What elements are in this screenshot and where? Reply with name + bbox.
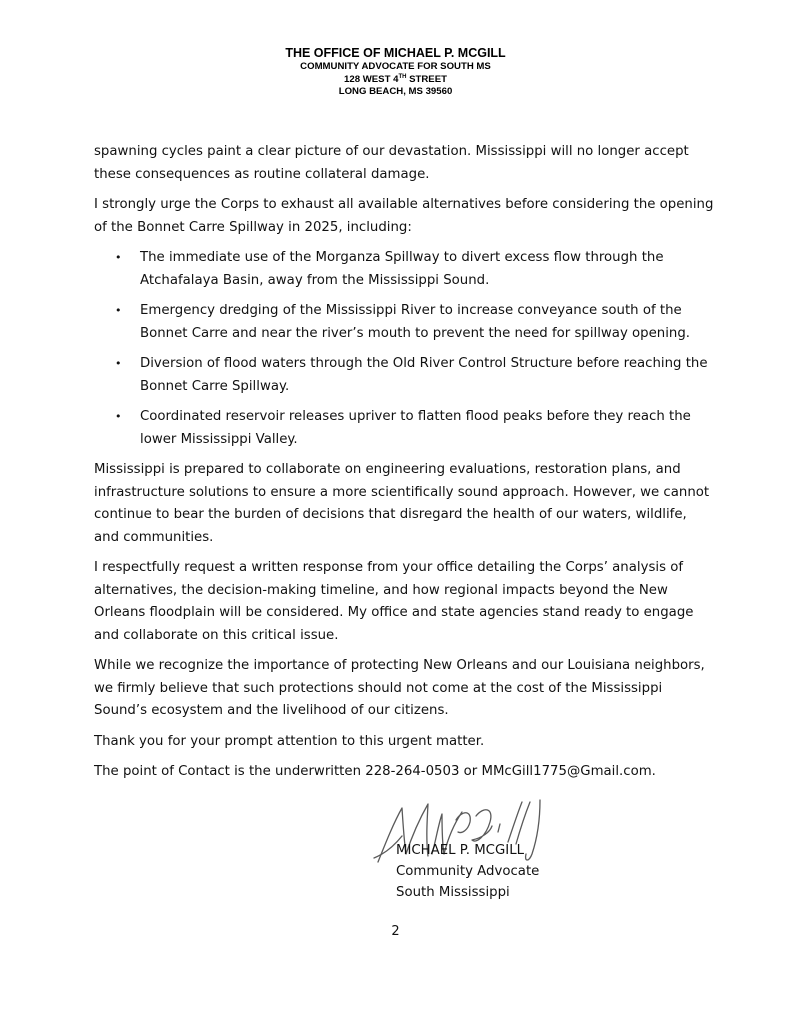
- paragraph-7-contact: The point of Contact is the underwritten 228-264-0503 or MMcGill1775@Gmail.com.: [94, 764, 656, 779]
- list-item-text: Diversion of flood waters through the Old River Control Structure before reaching the Bonnet Carre Spillway.: [140, 356, 708, 394]
- alternatives-list: [94, 247, 714, 451]
- paragraph-6: Thank you for your prompt attention to this urgent matter.: [94, 733, 485, 749]
- list-item: [94, 406, 714, 451]
- list-item: [94, 300, 714, 345]
- list-item: [94, 247, 714, 292]
- signature-block: [396, 840, 539, 903]
- paragraph-4: I respectfully request a written response from your office detailing the Corps’ analysis of alternatives, the decision-making timeline, and how regional impacts beyond the New Orleans floodplain will be considered. My office and state agencies stand ready to engage and collaborate on this critical issue.: [94, 560, 694, 643]
- list-item: [94, 353, 714, 398]
- bullet-icon: •: [115, 357, 122, 370]
- street-ordinal: TH: [398, 73, 407, 80]
- street-rest: STREET: [406, 73, 447, 85]
- signer-title: Community Advocate: [396, 864, 540, 879]
- list-item-text: Coordinated reservoir releases upriver to flatten flood peaks before they reach the lower Mississippi Valley.: [140, 409, 691, 447]
- street-number: 128 WEST 4: [344, 73, 399, 85]
- bullet-icon: •: [115, 304, 122, 317]
- page-number: 2: [391, 924, 400, 939]
- list-item-text: Emergency dredging of the Mississippi River to increase conveyance south of the Bonnet Carre and near the river’s mouth to prevent the need for spillway opening.: [140, 303, 691, 341]
- office-name: THE OFFICE OF MICHAEL P. MCGILL: [285, 46, 506, 60]
- letterhead: [0, 46, 791, 99]
- paragraph-2: I strongly urge the Corps to exhaust all available alternatives before considering the opening of the Bonnet Carre Spillway in 2025, including:: [94, 197, 714, 235]
- list-item-text: The immediate use of the Morganza Spillway to divert excess flow through the Atchafalaya Basin, away from the Mississippi Sound.: [140, 250, 664, 288]
- paragraph-1: spawning cycles paint a clear picture of our devastation. Mississippi will no longer accept these consequences as routine collateral damage.: [94, 144, 689, 182]
- bullet-icon: •: [115, 410, 122, 423]
- office-street: [0, 74, 791, 87]
- office-city: LONG BEACH, MS 39560: [338, 86, 453, 97]
- bullet-icon: •: [115, 251, 122, 264]
- office-title: COMMUNITY ADVOCATE FOR SOUTH MS: [300, 61, 491, 72]
- paragraph-3: Mississippi is prepared to collaborate on engineering evaluations, restoration plans, and infrastructure solutions to ensure a more scientifically sound approach. However, we cannot continue to bear the burden of decisions that disregard the health of our waters, wildlife, and communities.: [94, 462, 710, 545]
- signer-region: South Mississippi: [396, 885, 510, 900]
- letter-body: [94, 141, 714, 792]
- paragraph-5: While we recognize the importance of protecting New Orleans and our Louisiana neighbors, we firmly believe that such protections should not come at the cost of the Mississippi Sound’s ecosystem and the livelihood of our citizens.: [94, 658, 705, 718]
- signer-name: MICHAEL P. MCGILL: [396, 843, 525, 858]
